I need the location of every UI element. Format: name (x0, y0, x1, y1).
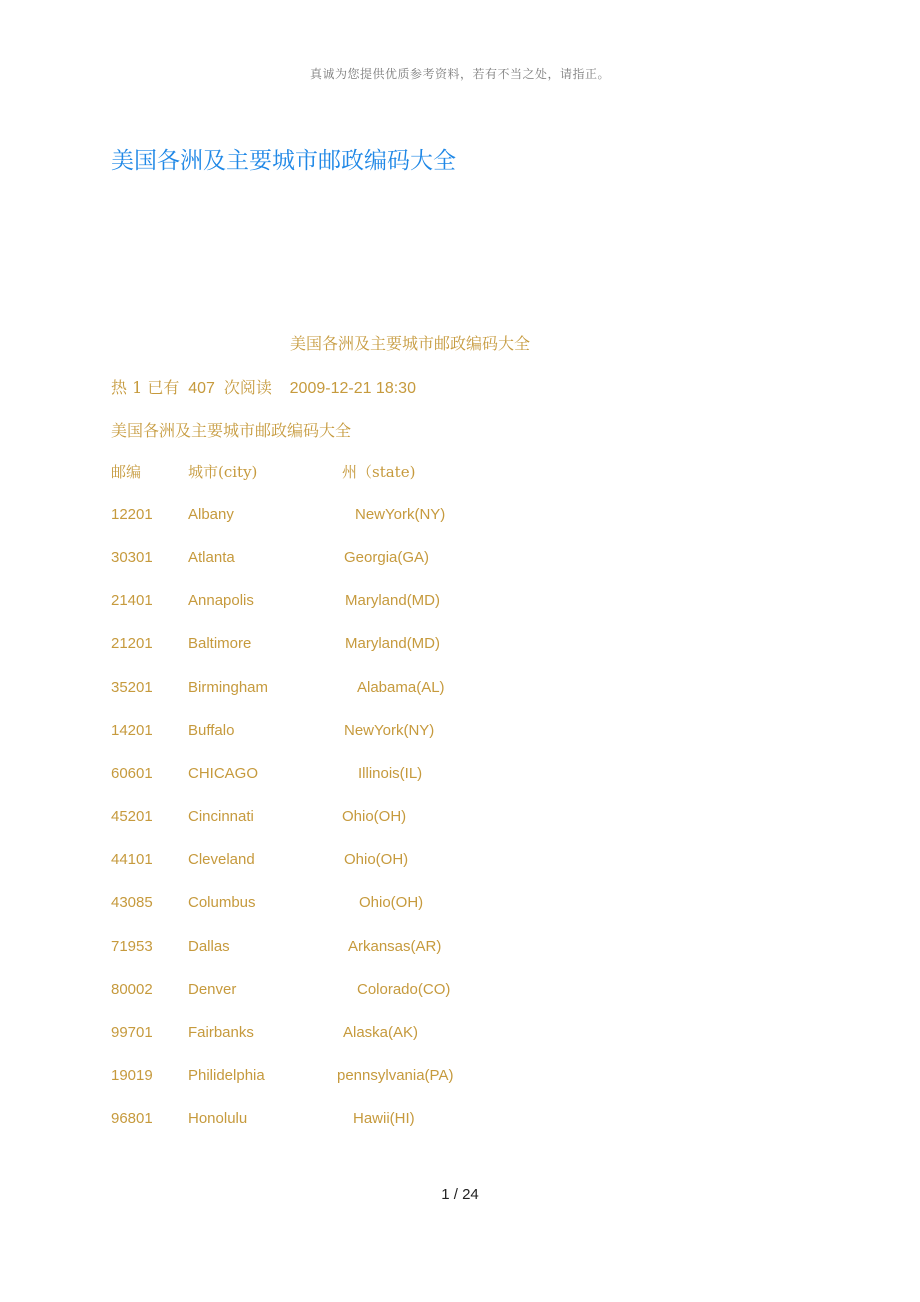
city-name: Albany (188, 506, 234, 523)
zip-code: 12201 (111, 506, 153, 523)
table-row (0, 935, 920, 959)
city-name: Buffalo (188, 722, 235, 739)
zip-code: 21401 (111, 592, 153, 609)
city-name: CHICAGO (188, 765, 259, 782)
zip-code: 99701 (111, 1024, 153, 1041)
zip-code: 35201 (111, 679, 153, 696)
header-note: 真诚为您提供优质参考资料，若有不当之处，请指正。 (309, 67, 610, 81)
state-name: Maryland(MD) (345, 592, 441, 609)
state-name: Arkansas(AR) (348, 938, 442, 955)
city-name: Annapolis (188, 592, 254, 609)
meta-reads-label: 次阅读 (223, 378, 272, 397)
zip-code: 21201 (111, 635, 153, 652)
city-name: Cleveland (188, 851, 255, 868)
table-row (0, 1107, 920, 1131)
city-name: Philidelphia (188, 1067, 265, 1084)
zip-code: 30301 (111, 549, 153, 566)
state-name: Ohio(OH) (359, 894, 424, 911)
state-name: Alaska(AK) (343, 1024, 419, 1041)
document-title: 美国各洲及主要城市邮政编码大全 (111, 148, 456, 174)
state-name: pennsylvania(PA) (337, 1067, 454, 1084)
city-name: Dallas (188, 938, 230, 955)
table-row (0, 503, 920, 527)
zip-code: 43085 (111, 894, 153, 911)
meta-heat: 热 1 已有 (111, 378, 180, 397)
zip-code: 45201 (111, 808, 153, 825)
article-heading: 美国各洲及主要城市邮政编码大全 (111, 421, 352, 440)
city-name: Columbus (188, 894, 256, 911)
table-row (0, 805, 920, 829)
zip-code: 14201 (111, 722, 153, 739)
zip-code: 96801 (111, 1110, 153, 1127)
state-name: NewYork(NY) (355, 506, 446, 523)
city-name: Fairbanks (188, 1024, 254, 1041)
state-name: Illinois(IL) (358, 765, 423, 782)
zip-code: 19019 (111, 1067, 153, 1084)
state-name: Alabama(AL) (357, 679, 445, 696)
table-row (0, 589, 920, 613)
city-name: Birmingham (188, 679, 269, 696)
header-state: 州（state) (342, 463, 416, 481)
header-zip: 邮编 (111, 463, 142, 481)
state-name: Georgia(GA) (344, 549, 430, 566)
table-row (0, 1064, 920, 1088)
zip-code: 80002 (111, 981, 153, 998)
zip-code: 44101 (111, 851, 153, 868)
table-row (0, 546, 920, 570)
city-name: Cincinnati (188, 808, 254, 825)
table-row (0, 848, 920, 872)
city-name: Baltimore (188, 635, 252, 652)
state-name: Ohio(OH) (342, 808, 407, 825)
meta-datetime: 2009-12-21 18:30 (289, 380, 416, 397)
city-name: Honolulu (188, 1110, 248, 1127)
state-name: Ohio(OH) (344, 851, 409, 868)
state-name: Maryland(MD) (345, 635, 441, 652)
table-row (0, 719, 920, 743)
table-row (0, 676, 920, 700)
table-row (0, 978, 920, 1002)
header-city: 城市(city) (188, 463, 258, 481)
article-meta (111, 375, 416, 398)
city-name: Atlanta (188, 549, 235, 566)
state-name: NewYork(NY) (344, 722, 435, 739)
city-name: Denver (188, 981, 237, 998)
meta-read-count: 407 (188, 380, 215, 397)
zip-code: 60601 (111, 765, 153, 782)
table-row (0, 762, 920, 786)
table-row (0, 632, 920, 656)
table-row (0, 1021, 920, 1045)
zip-code: 71953 (111, 938, 153, 955)
page-number: 1 / 24 (441, 1186, 479, 1203)
article-subtitle: 美国各洲及主要城市邮政编码大全 (290, 334, 531, 353)
table-header (0, 460, 920, 484)
state-name: Colorado(CO) (357, 981, 451, 998)
table-row (0, 891, 920, 915)
state-name: Hawii(HI) (353, 1110, 415, 1127)
